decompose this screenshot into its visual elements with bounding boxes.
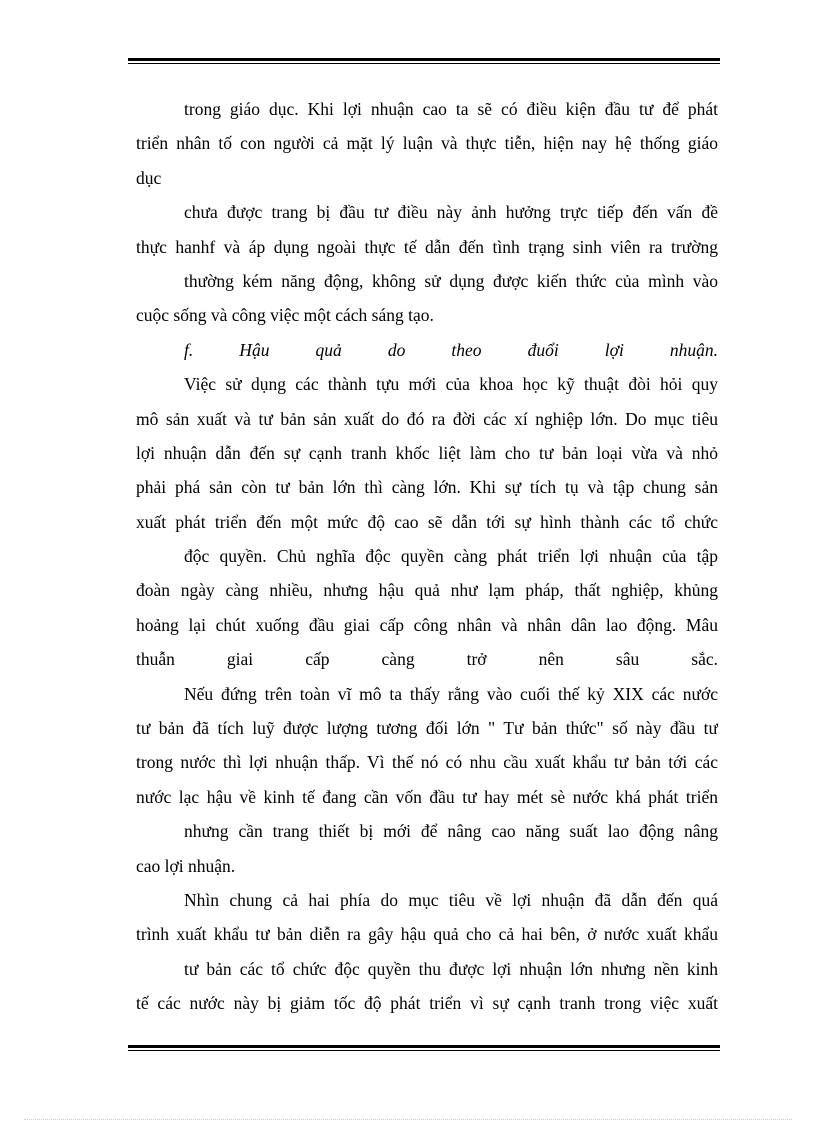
text-line: triển nhân tố con người cả mặt lý luận và thực tiễn, hiện nay hệ thống giáo [136, 133, 718, 154]
footer-rule [128, 1045, 720, 1051]
text-line: đoàn ngày càng nhiều, nhưng hậu quả như lạm pháp, thất nghiệp, khủng [136, 580, 718, 601]
text-line: tư bản các tổ chức độc quyền thu được lợi nhuận lớn nhưng nền kinh [184, 958, 718, 979]
text-line: phải phá sản còn tư bản lớn thì càng lớn. Khi sự tích tụ và tập chung sản [136, 477, 718, 498]
text-line: mô sản xuất và tư bản sản xuất do đó ra đời các xí nghiệp lớn. Do mục tiêu [136, 408, 718, 429]
text-line: thường kém năng động, không sử dụng được kiến thức của mình vào [184, 270, 718, 291]
text-line: dục [136, 167, 162, 188]
text-line: tế các nước này bị giảm tốc độ phát triển vì sự cạnh tranh trong việc xuất [136, 993, 718, 1014]
text-line: độc quyền. Chủ nghĩa độc quyền càng phát triển lợi nhuận của tập [184, 546, 718, 567]
text-line: trong giáo dục. Khi lợi nhuận cao ta sẽ có điều kiện đầu tư để phát [184, 99, 718, 119]
header-rule [128, 58, 720, 64]
text-line: chưa được trang bị đầu tư điều này ảnh hưởng trực tiếp đến vấn đề [184, 202, 718, 223]
text-line: cao lợi nhuận. [136, 855, 236, 876]
text-line: trình xuất khẩu tư bản diễn ra gây hậu quả cho cả hai bên, ở nước xuất khẩu [136, 924, 718, 945]
text-line: hoảng lại chút xuống đầu giai cấp công nhân và nhân dân lao động. Mâu [136, 614, 718, 635]
text-line: trong nước thì lợi nhuận thấp. Vì thế nó có nhu cầu xuất khẩu tư bản tới các [136, 752, 718, 773]
page-edge-dots [24, 1119, 792, 1120]
text-line: cuộc sống và công việc một cách sáng tạo. [136, 305, 434, 326]
text-line: Nếu đứng trên toàn vĩ mô ta thấy rằng vào cuối thế kỷ XIX các nước [184, 683, 718, 704]
document-body [136, 92, 718, 1021]
text-line: Việc sử dụng các thành tựu mới của khoa học kỹ thuật đòi hỏi quy [184, 374, 718, 395]
text-line: lợi nhuận dẫn đến sự cạnh tranh khốc liệt làm cho tư bản loại vừa và nhỏ [136, 442, 718, 463]
text-line: nước lạc hậu về kinh tế đang cần vốn đầu tư hay mét sè nước khá phát triển [136, 786, 718, 807]
text-line: thực hanhf và áp dụng ngoài thực tế dẫn đến tình trạng sinh viên ra trường [136, 236, 718, 257]
text-line: tư bản đã tích luỹ được lượng tương đối lớn " Tư bản thức" số này đầu tư [136, 718, 718, 739]
section-heading: f. Hậu quả do theo đuổi lợi nhuận. [184, 339, 718, 360]
text-line: xuất phát triển đến một mức độ cao sẽ dẫn tới sự hình thành các tổ chức [136, 511, 718, 532]
text-line: thuẫn giai cấp càng trở nên sâu sắc. [136, 649, 718, 670]
text-line: nhưng cần trang thiết bị mới để nâng cao năng suất lao động nâng [184, 821, 718, 842]
text-line: Nhìn chung cả hai phía do mục tiêu về lợi nhuận đã dẫn đến quá [184, 889, 718, 910]
